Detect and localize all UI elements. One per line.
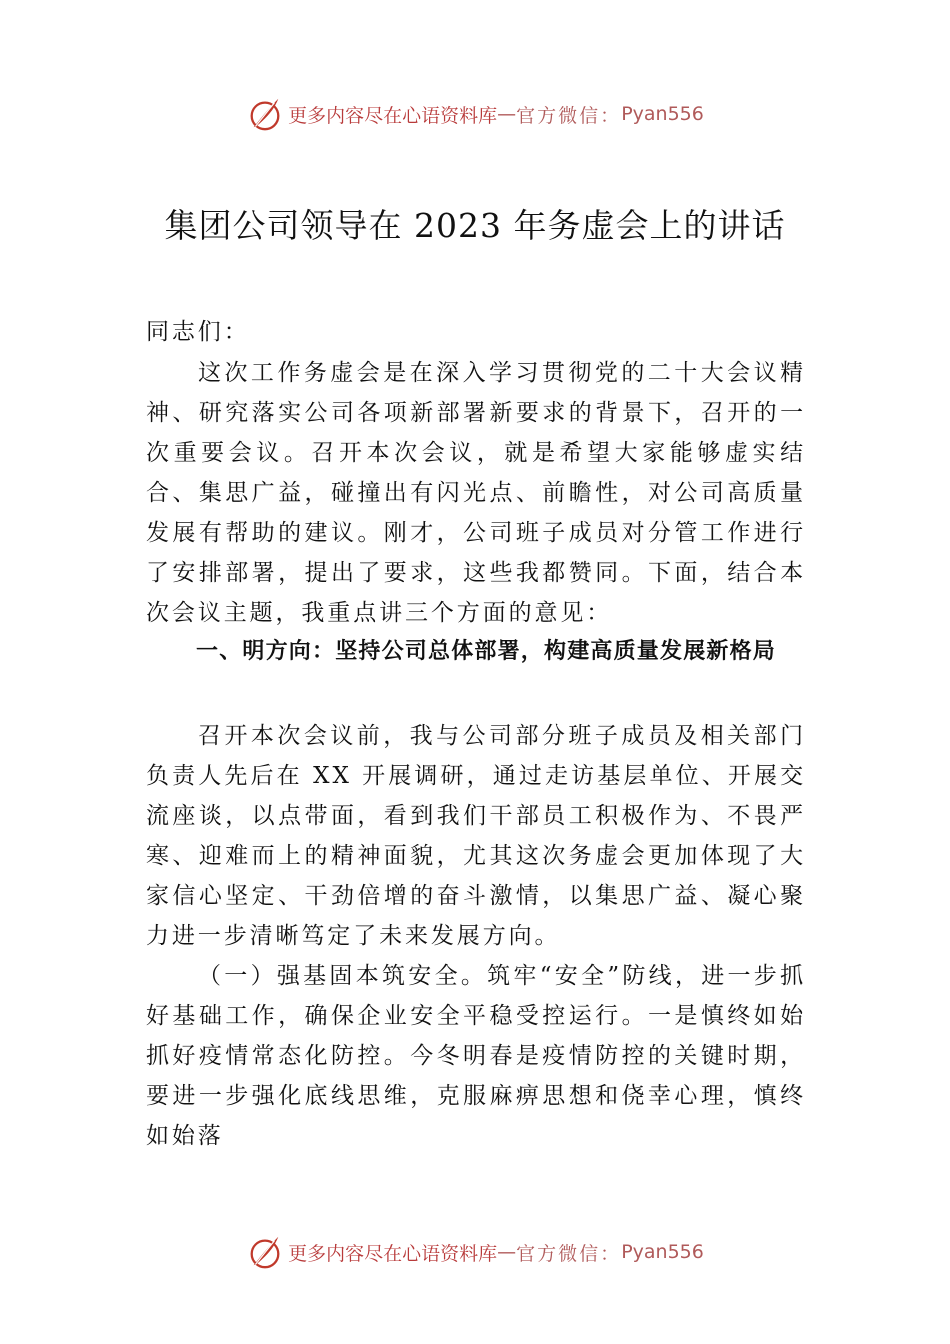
paragraph-safety: （一）强基固本筑安全。筑牢“安全”防线，进一步抓好基础工作，确保企业安全平稳受控运行。一是慎终如始抓好疫情常态化防控。今冬明春是疫情防控的关键时期，要进一步强化底线思维，克服麻痹思想和侥幸心理，慎终如始落 (146, 963, 806, 1149)
banner-wechat-id: Pyan556 (621, 103, 704, 125)
header-watermark-banner (0, 94, 950, 134)
document-title: 集团公司领导在 2023 年务虚会上的讲话 (164, 206, 786, 245)
banner-brand-text: 更多内容尽在心语资料库 (288, 104, 498, 127)
greeting: 同志们： (146, 319, 250, 345)
banner-wechat-label: 官方微信： (516, 104, 622, 127)
banner-wechat-label: 官方微信： (516, 1242, 622, 1265)
banner-wechat-id: Pyan556 (621, 1241, 704, 1263)
section-heading-1: 一、明方向：坚持公司总体部署，构建高质量发展新格局 (196, 639, 777, 664)
paragraph-research: 召开本次会议前，我与公司部分班子成员及相关部门负责人先后在 XX 开展调研，通过走访基层单位、开展交流座谈，以点带面，看到我们干部员工积极作为、不畏严寒、迎难而上的精神面貌，尤其这次务虚会更加体现了大家信心坚定、干劲倍增的奋斗激情，以集思广益、凝心聚力进一步清晰笃定了未来发展方向。 (146, 723, 806, 949)
banner-dash: — (497, 103, 517, 125)
quill-logo-icon (246, 1233, 284, 1271)
banner-brand-text: 更多内容尽在心语资料库 (288, 1242, 498, 1265)
paragraph-intro: 这次工作务虚会是在深入学习贯彻党的二十大会议精神、研究落实公司各项新部署新要求的背景下，召开的一次重要会议。召开本次会议，就是希望大家能够虚实结合、集思广益，碰撞出有闪光点、前瞻性，对公司高质量发展有帮助的建议。刚才，公司班子成员对分管工作进行了安排部署，提出了要求，这些我都赞同。下面，结合本次会议主题，我重点讲三个方面的意见： (146, 360, 806, 626)
footer-watermark-banner (0, 1232, 950, 1272)
quill-logo-icon (246, 95, 284, 133)
banner-dash: — (497, 1241, 517, 1263)
